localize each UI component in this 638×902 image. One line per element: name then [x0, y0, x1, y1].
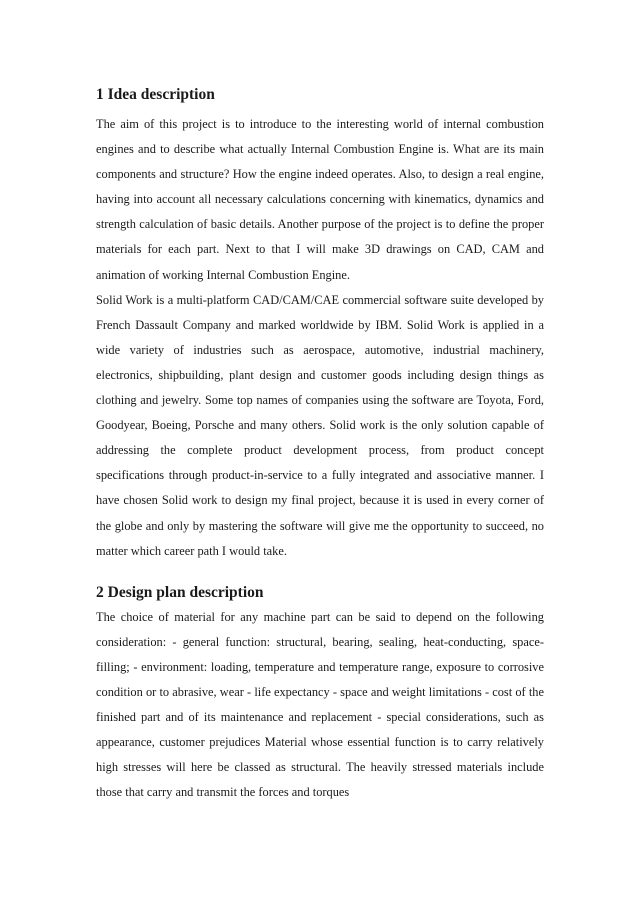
section-idea-description: [96, 84, 544, 564]
paragraph: The aim of this project is to introduce to the interesting world of internal combustion engines and to describe what actually Internal Combustion Engine is. What are its main components and structure? How the engine indeed operates. Also, to design a real engine, having into account all necessary calculations concerning with kinematics, dynamics and strength calculation of basic details. Another purpose of the project is to define the proper materials for each part. Next to that I will make 3D drawings on CAD, CAM and animation of working Internal Combustion Engine.: [96, 117, 544, 282]
document-content: [96, 84, 544, 805]
section-heading: 2 Design plan description: [96, 583, 264, 601]
section-heading: 1 Idea description: [96, 86, 215, 103]
paragraph: Solid Work is a multi-platform CAD/CAM/CAE commercial software suite developed by French Dassault Company and marked worldwide by IBM. Solid Work is applied in a wide variety of industries such as aerospace, automotive, industrial machinery, electronics, shipbuilding, plant design and customer goods including design things as clothing and jewelry. Some top names of companies using the software are Toyota, Ford, Goodyear, Boeing, Porsche and many others. Solid work is the only solution capable of addressing the complete product development process, from product concept specifications through product-in-service to a fully integrated and associative manner. I have chosen Solid work to design my final project, because it is used in every corner of the globe and only by mastering the software will give me the opportunity to succeed, no matter which career path I would take.: [96, 292, 544, 558]
section-design-plan-description: [96, 582, 544, 806]
paragraph: The choice of material for any machine part can be said to depend on the following consideration: - general function: structural, bearing, sealing, heat-conducting, space-filling; - environment: loading, temperature and temperature range, exposure to corrosive condition or to abrasive, wear - life expectancy - space and weight limitations - cost of the finished part and of its maintenance and replacement - special considerations, such as appearance, customer prejudices Material whose essential function is to carry relatively high stresses will here be classed as structural. The heavily stressed materials include those that carry and transmit the forces and torques: [96, 609, 544, 800]
